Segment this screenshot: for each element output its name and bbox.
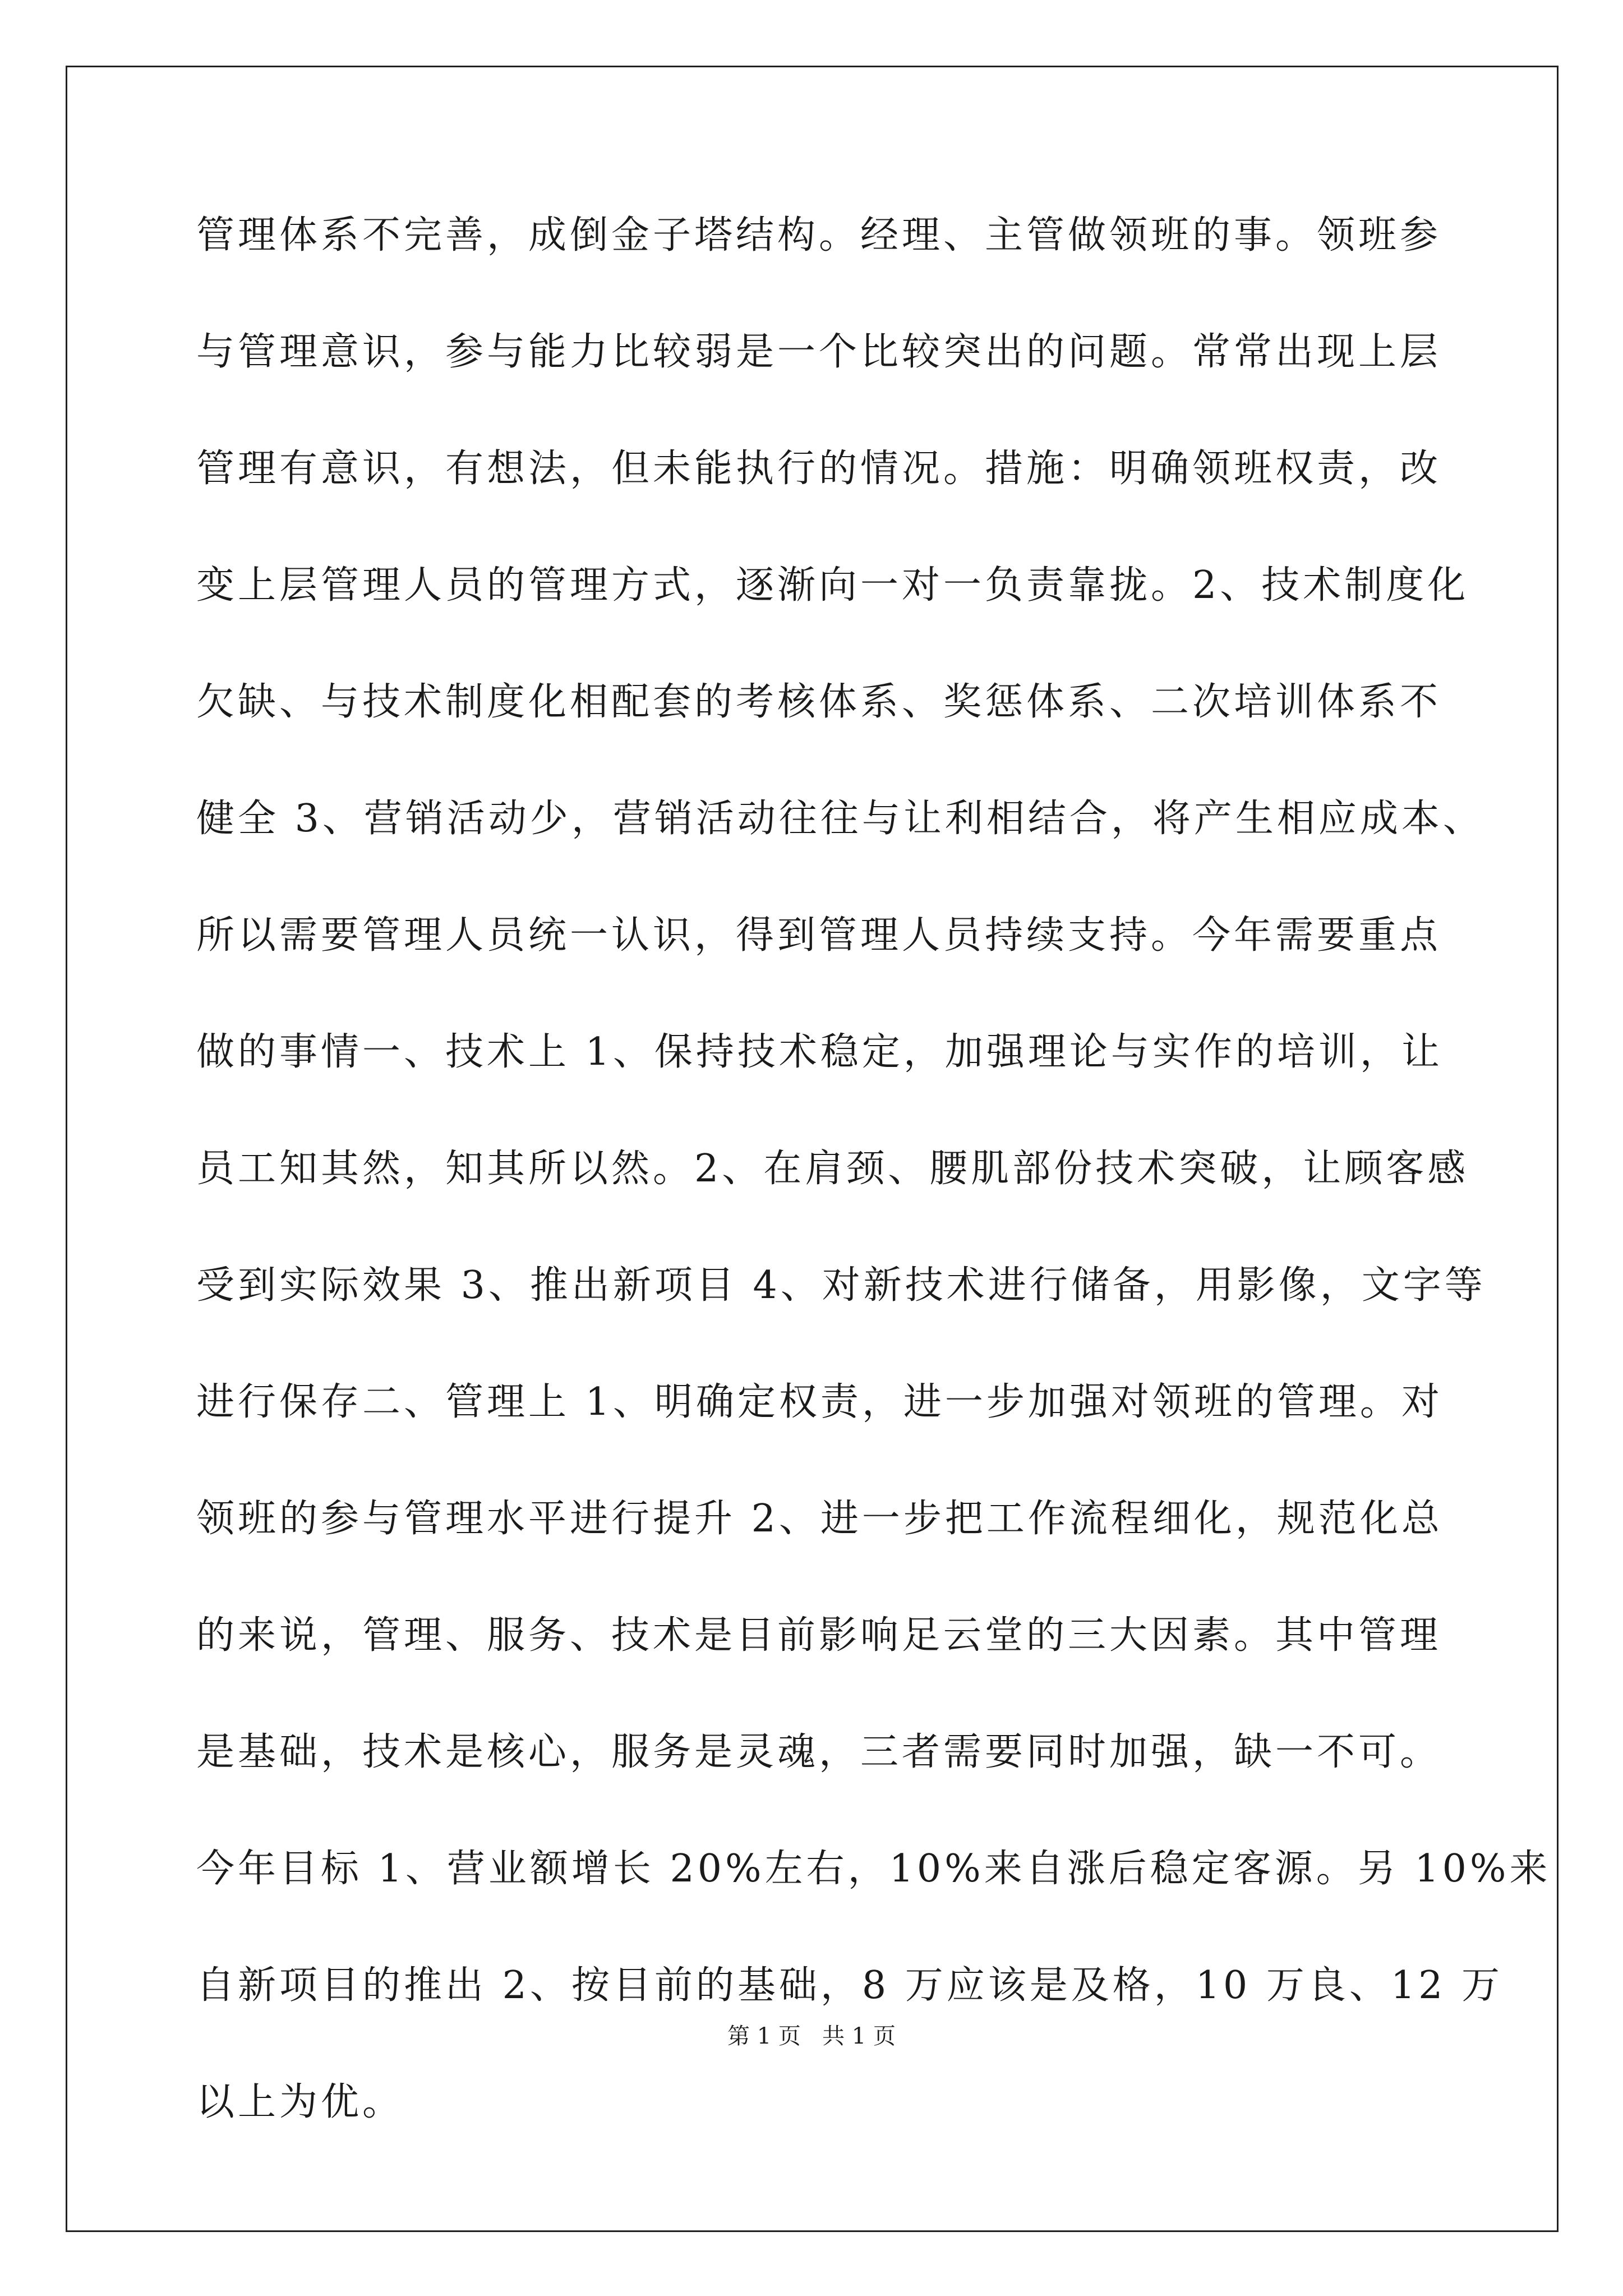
text-line: 进行保存二、管理上 1、明确定权责，进一步加强对领班的管理。对 bbox=[196, 1380, 1443, 1424]
text-line: 自新项目的推出 2、按目前的基础，8 万应该是及格，10 万良、12 万 bbox=[196, 1963, 1504, 2008]
text-line: 管理有意识，有想法，但未能执行的情况。措施：明确领班权责，改 bbox=[196, 447, 1442, 491]
text-line: 受到实际效果 3、推出新项目 4、对新技术进行储备，用影像，文字等 bbox=[196, 1263, 1486, 1308]
text-line: 与管理意识，参与能力比较弱是一个比较突出的问题。常常出现上层 bbox=[196, 330, 1442, 374]
text-line: 的来说，管理、服务、技术是目前影响足云堂的三大因素。其中管理 bbox=[196, 1613, 1442, 1658]
document-body bbox=[196, 213, 1551, 2161]
text-line: 健全 3、营销活动少，营销活动往往与让利相结合，将产生相应成本、 bbox=[196, 797, 1484, 841]
text-line: 领班的参与管理水平进行提升 2、进一步把工作流程细化，规范化总 bbox=[196, 1497, 1443, 1541]
text-line: 员工知其然，知其所以然。2、在肩颈、腰肌部份技术突破，让顾客感 bbox=[196, 1147, 1469, 1191]
page-number: 第 1 页 bbox=[727, 2023, 801, 2049]
total-pages: 共 1 页 bbox=[822, 2023, 896, 2049]
text-line: 所以需要管理人员统一认识，得到管理人员持续支持。今年需要重点 bbox=[196, 913, 1442, 958]
text-line: 今年目标 1、营业额增长 20%左右，10%来自涨后稳定客源。另 10%来 bbox=[196, 1847, 1551, 1891]
text-line: 以上为优。 bbox=[196, 2080, 404, 2124]
text-line: 欠缺、与技术制度化相配套的考核体系、奖惩体系、二次培训体系不 bbox=[196, 680, 1442, 724]
text-line: 变上层管理人员的管理方式，逐渐向一对一负责靠拢。2、技术制度化 bbox=[196, 563, 1469, 608]
page-footer bbox=[0, 2022, 1623, 2050]
text-line: 管理体系不完善，成倒金子塔结构。经理、主管做领班的事。领班参 bbox=[196, 213, 1442, 257]
text-line: 做的事情一、技术上 1、保持技术稳定，加强理论与实作的培训，让 bbox=[196, 1030, 1443, 1074]
text-line: 是基础，技术是核心，服务是灵魂，三者需要同时加强，缺一不可。 bbox=[196, 1730, 1442, 1774]
